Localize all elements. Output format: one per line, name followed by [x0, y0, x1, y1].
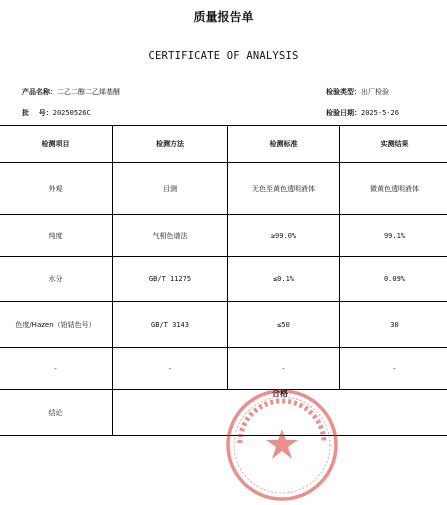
table-header-row	[0, 126, 447, 163]
header-test-standard: 检测标准	[228, 126, 340, 163]
cell-method: GB/T 3143	[113, 302, 228, 348]
cell-standard: ≥99.0%	[228, 215, 340, 257]
cell-result: 0.09%	[340, 257, 447, 302]
document-title-english: CERTIFICATE OF ANALYSIS	[0, 50, 447, 62]
cell-method: GB/T 11275	[113, 257, 228, 302]
table-row	[0, 348, 447, 390]
cell-method: -	[113, 348, 228, 390]
analysis-table	[0, 125, 447, 436]
cell-method: 目测	[113, 163, 228, 215]
product-name-label: 产品名称：	[22, 88, 57, 96]
inspection-type-value: 出厂检验	[361, 88, 389, 96]
cell-item: 水分	[0, 257, 113, 302]
cell-result: 99.1%	[340, 215, 447, 257]
product-name-value: 二乙二醇二乙烯基醚	[57, 88, 120, 96]
cell-item: -	[0, 348, 113, 390]
inspection-date-field	[326, 108, 399, 118]
inspection-type-field	[326, 87, 389, 97]
conclusion-label: 结论	[0, 390, 113, 436]
cell-result: 30	[340, 302, 447, 348]
document-title: 质量报告单	[0, 8, 447, 25]
cell-standard: -	[228, 348, 340, 390]
inspection-date-label: 检验日期：	[326, 109, 361, 117]
cell-item: 纯度	[0, 215, 113, 257]
batch-number-value: 20250526C	[53, 109, 91, 117]
conclusion-value: 合格	[272, 388, 288, 399]
cell-result: 微黄色透明液体	[340, 163, 447, 215]
header-test-result: 实测结果	[340, 126, 447, 163]
batch-number-field	[22, 108, 91, 118]
batch-number-label: 批 号：	[22, 109, 53, 117]
inspection-date-value: 2025-5-26	[361, 109, 399, 117]
cell-standard: ≤50	[228, 302, 340, 348]
table-row	[0, 302, 447, 348]
header-test-method: 检测方法	[113, 126, 228, 163]
cell-method: 气相色谱法	[113, 215, 228, 257]
table-row	[0, 257, 447, 302]
header-test-item: 检测项目	[0, 126, 113, 163]
cell-standard: 无色至黄色透明液体	[228, 163, 340, 215]
cell-result: -	[340, 348, 447, 390]
table-row	[0, 163, 447, 215]
table-row	[0, 215, 447, 257]
cell-item: 色度/Hazen（铂钴色号）	[0, 302, 113, 348]
product-name-field	[22, 87, 120, 97]
inspection-type-label: 检验类型：	[326, 88, 361, 96]
cell-standard: ≤0.1%	[228, 257, 340, 302]
cell-item: 外观	[0, 163, 113, 215]
conclusion-row	[0, 390, 447, 436]
